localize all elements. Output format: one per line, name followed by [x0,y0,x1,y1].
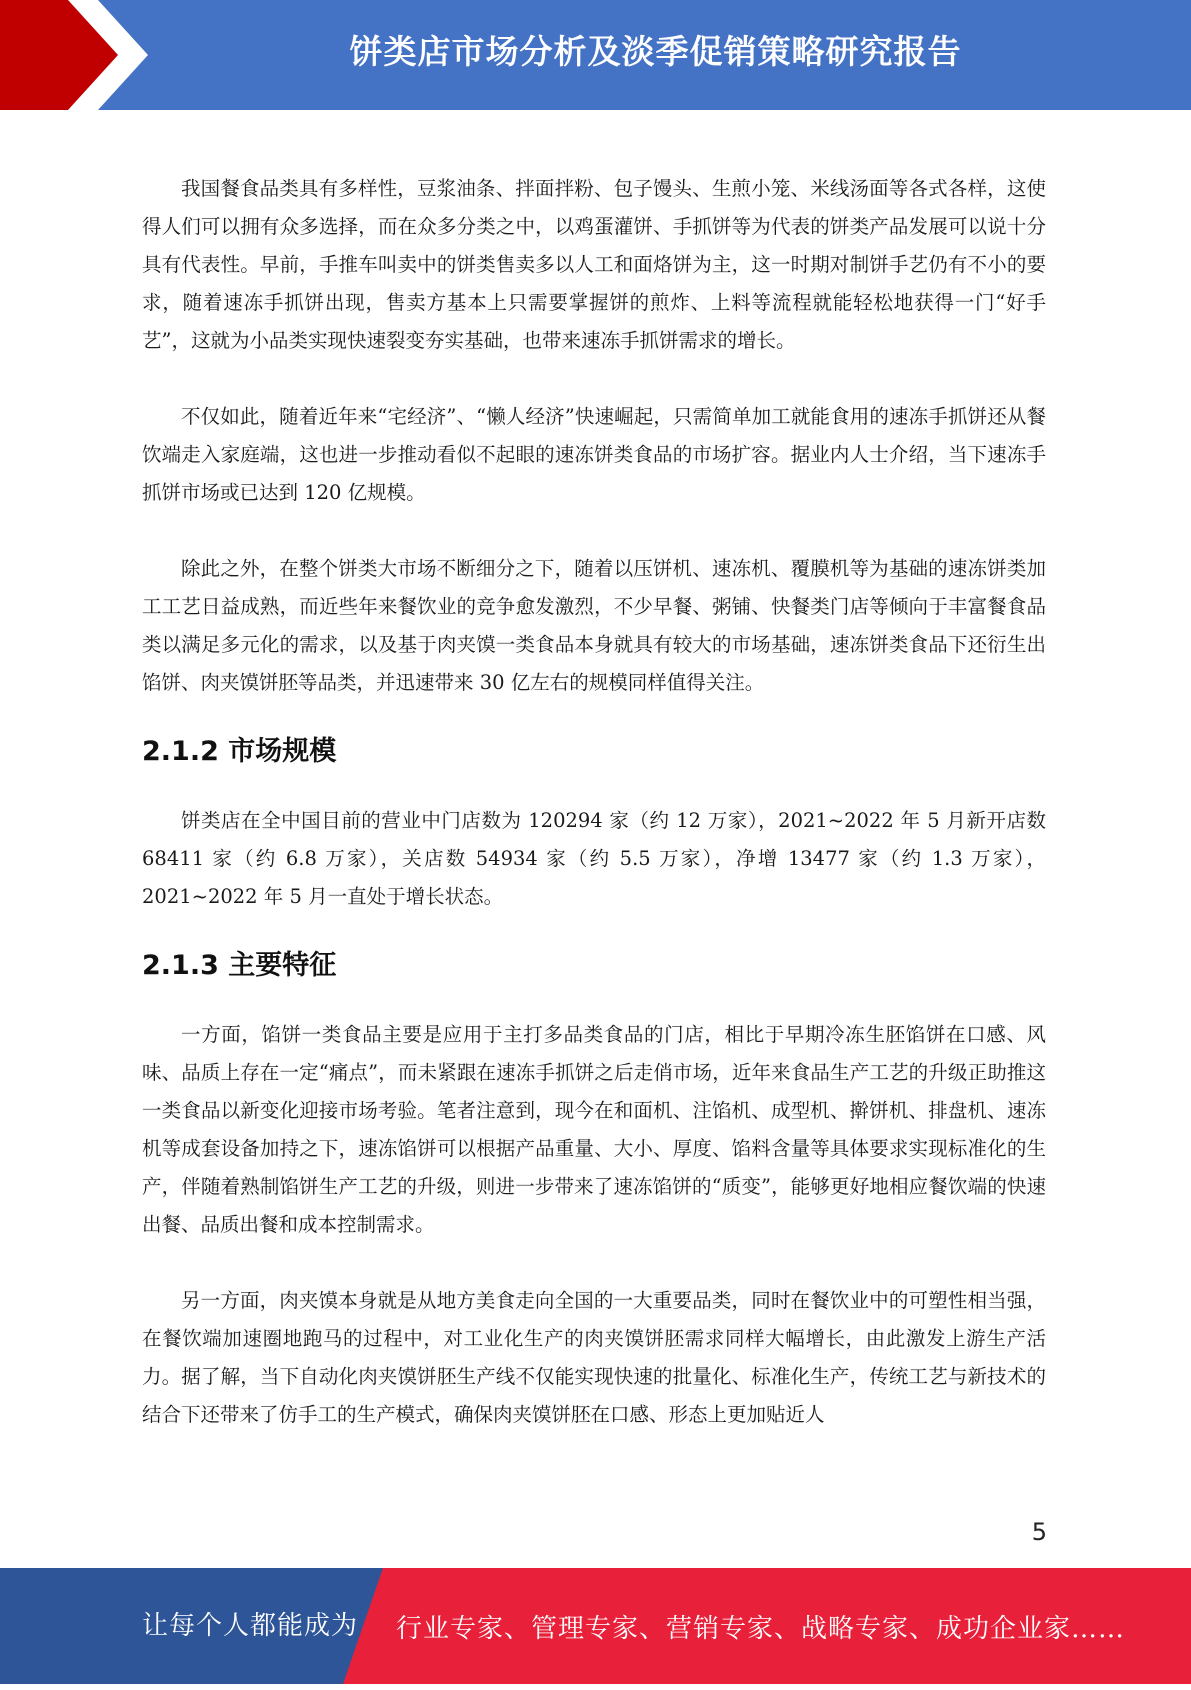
paragraph-pie-features: 一方面，馅饼一类食品主要是应用于主打多品类食品的门店，相比于早期冷冻生胚馅饼在口感、风味、品质上存在一定“痛点”，而未紧跟在速冻手抓饼之后走俏市场，近年来食品生产工艺的升级正助推这一类食品以新变化迎接市场考验。笔者注意到，现今在和面机、注馅机、成型机、擀饼机、排盘机、速冻机等成套设备加持之下，速冻馅饼可以根据产品重量、大小、厚度、馅料含量等具体要求实现标准化的生产，伴随着熟制馅饼生产工艺的升级，则进一步带来了速冻馅饼的“质变”，能够更好地相应餐饮端的快速出餐、品质出餐和成本控制需求。 [142,1023,1046,1236]
paragraph-segmentation: 除此之外，在整个饼类大市场不断细分之下，随着以压饼机、速冻机、覆膜机等为基础的速冻饼类加工工艺日益成熟，而近些年来餐饮业的竞争愈发激烈，不少早餐、粥铺、快餐类门店等倾向于丰富餐食品类以满足多元化的需求，以及基于肉夹馍一类食品本身就具有较大的市场基础，速冻饼类食品下还衍生出馅饼、肉夹馍饼胚等品类，并迅速带来 30 亿左右的规模同样值得关注。 [142,557,1046,694]
footer-slogan-left: 让每个人都能成为 [142,1611,359,1641]
report-body [142,170,1046,1434]
section-heading-market-size: 2.1.2 市场规模 [142,736,337,767]
header-arrow-graphic [0,0,160,110]
section-heading-main-features: 2.1.3 主要特征 [142,950,337,981]
footer-slogan-right: 行业专家、管理专家、营销专家、战略专家、成功企业家…… [396,1614,1126,1644]
page-footer [0,1568,1191,1684]
page-number: 5 [1031,1518,1047,1546]
report-title: 饼类店市场分析及淡季促销策略研究报告 [349,32,962,71]
paragraph-roujiamo-features: 另一方面，肉夹馍本身就是从地方美食走向全国的一大重要品类，同时在餐饮业中的可塑性相当强，在餐饮端加速圈地跑马的过程中，对工业化生产的肉夹馍饼胚需求同样大幅增长，由此激发上游生产活力。据了解，当下自动化肉夹馍饼胚生产线不仅能实现快速的批量化、标准化生产，传统工艺与新技术的结合下还带来了仿手工的生产模式，确保肉夹馍饼胚在口感、形态上更加贴近人 [142,1289,1046,1426]
paragraph-intro: 我国餐食品类具有多样性，豆浆油条、拌面拌粉、包子馒头、生煎小笼、米线汤面等各式各样，这使得人们可以拥有众多选择，而在众多分类之中，以鸡蛋灌饼、手抓饼等为代表的饼类产品发展可以说十分具有代表性。早前，手推车叫卖中的饼类售卖多以人工和面烙饼为主，这一时期对制饼手艺仍有不小的要求，随着速冻手抓饼出现，售卖方基本上只需要掌握饼的煎炸、上料等流程就能轻松地获得一门“好手艺”，这就为小品类实现快速裂变夯实基础，也带来速冻手抓饼需求的增长。 [142,177,1046,352]
page-header [0,0,1191,110]
paragraph-lazy-economy: 不仅如此，随着近年来“宅经济”、“懒人经济”快速崛起，只需简单加工就能食用的速冻手抓饼还从餐饮端走入家庭端，这也进一步推动看似不起眼的速冻饼类食品的市场扩容。据业内人士介绍，当下速冻手抓饼市场或已达到 120 亿规模。 [142,405,1046,504]
paragraph-market-size: 饼类店在全中国目前的营业中门店数为 120294 家（约 12 万家），2021~2022 年 5 月新开店数 68411 家（约 6.8 万家），关店数 54934 家（约 5.5 万家），净增 13477 家（约 1.3 万家），2021~2022 年 5 月一直处于增长状态。 [142,809,1046,908]
